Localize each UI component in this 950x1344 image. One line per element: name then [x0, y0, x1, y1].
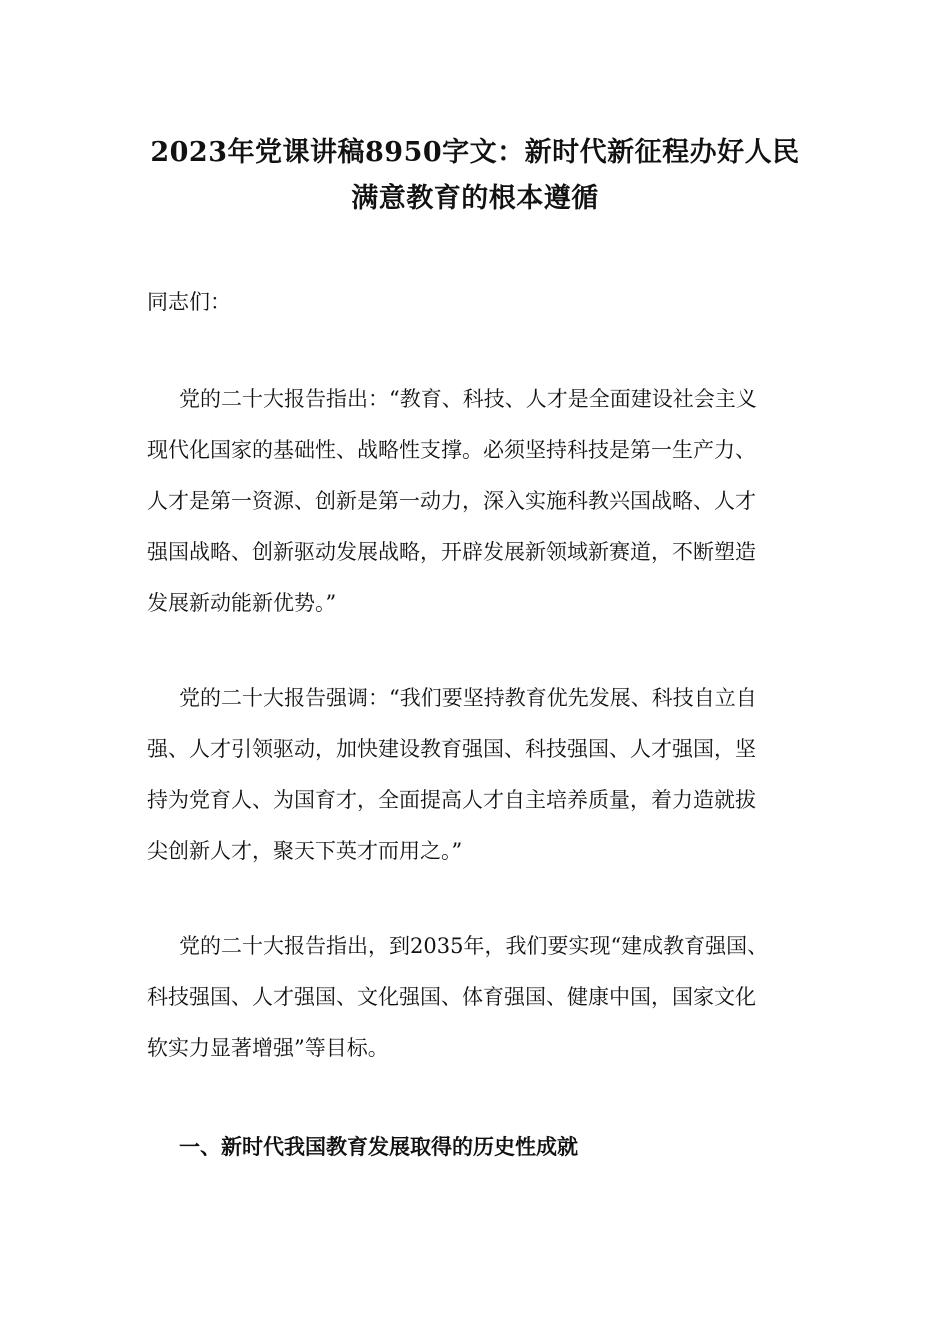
- title-line: 2023年党课讲稿8950字文：新时代新征程办好人民: [150, 137, 800, 168]
- paragraph-line: 强国战略、创新驱动发展战略，开辟发展新领域新赛道，不断塑造: [147, 540, 756, 564]
- paragraph-line: 党的二十大报告指出：“教育、科技、人才是全面建设社会主义: [179, 387, 757, 411]
- paragraph-line: 党的二十大报告强调：“我们要坚持教育优先发展、科技自立自: [179, 686, 757, 710]
- salutation: 同志们：: [147, 290, 231, 314]
- paragraph-line: 党的二十大报告指出，到2035年，我们要实现“建成教育强国、: [179, 934, 769, 958]
- paragraph-line: 持为党育人、为国育才，全面提高人才自主培养质量，着力造就拔: [147, 788, 756, 812]
- paragraph-line: 尖创新人才，聚天下英才而用之。”: [147, 839, 463, 863]
- section-heading: 一、新时代我国教育发展取得的历史性成就: [179, 1134, 578, 1159]
- paragraph-line: 科技强国、人才强国、文化强国、体育强国、健康中国，国家文化: [147, 985, 756, 1009]
- paragraph-line: 强、人才引领驱动，加快建设教育强国、科技强国、人才强国，坚: [147, 737, 756, 761]
- paragraph-line: 软实力显著增强”等目标。: [147, 1036, 389, 1060]
- body-paragraph: [147, 673, 837, 877]
- paragraph-line: 人才是第一资源、创新是第一动力，深入实施科教兴国战略、人才: [147, 489, 756, 513]
- body-paragraph: [147, 374, 837, 629]
- body-paragraph: [147, 921, 837, 1074]
- paragraph-line: 现代化国家的基础性、战略性支撑。必须坚持科技是第一生产力、: [147, 438, 756, 462]
- paragraph-line: 发展新动能新优势。”: [147, 591, 337, 615]
- title-line: 满意教育的根本遵循: [351, 183, 599, 214]
- document-title: [120, 130, 830, 222]
